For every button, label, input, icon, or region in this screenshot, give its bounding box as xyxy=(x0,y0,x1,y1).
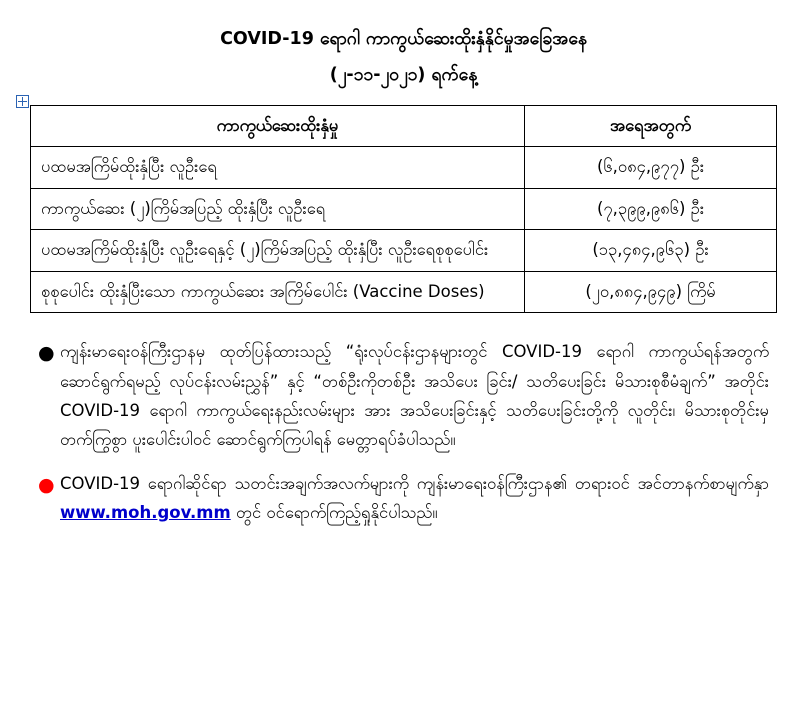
row-label: ကာကွယ်ဆေး (၂)ကြိမ်အပြည့် ထိုးနှံပြီး လူဦးရေ xyxy=(31,188,525,230)
bullet-text-before-link: COVID-19 ရောဂါဆိုင်ရာ သတင်းအချက်အလက်များကို ကျန်းမာရေးဝန်ကြီးဌာန၏ တရားဝင် အင်တာနက်စာမျက်နှာ xyxy=(60,473,769,493)
table-row xyxy=(31,271,777,313)
row-value: (၂၀,၈၈၄,၉၄၉) ကြိမ် xyxy=(525,271,777,313)
row-label: ပထမအကြိမ်ထိုးနှံပြီး လူဦးရေနှင့် (၂)ကြိမ်အပြည့် ထိုးနှံပြီး လူဦးရေစုစုပေါင်း xyxy=(31,230,525,272)
row-value: (၁၃,၄၈၄,၉၆၃) ဦး xyxy=(525,230,777,272)
notes-list xyxy=(30,337,777,527)
table-row xyxy=(31,230,777,272)
bullet-text-after-link: တွင် ဝင်ရောက်ကြည့်ရှုနိုင်ပါသည်။ xyxy=(230,503,438,523)
table-header-row xyxy=(31,105,777,147)
vaccination-table xyxy=(30,105,777,314)
table-move-handle-icon[interactable] xyxy=(16,95,29,108)
list-item xyxy=(30,337,777,454)
table-header-count: အရေအတွက် xyxy=(525,105,777,147)
vaccination-table-wrapper xyxy=(30,105,777,314)
moh-website-link[interactable]: www.moh.gov.mm xyxy=(60,503,231,523)
table-row xyxy=(31,188,777,230)
bullet-text: ကျန်းမာရေးဝန်ကြီးဌာနမှ ထုတ်ပြန်ထားသည့် “ရုံးလုပ်ငန်းဌာနများတွင် COVID-19 ရောဂါ ကာကွယ်ရန်အတွက် ဆောင်ရွက်ရမည့် လုပ်ငန်းလမ်းညွှန်” နှင့် “တစ်ဦးကိုတစ်ဦး အသိပေး ခြင်း/ သတိပေးခြင်း မိသားစုစီမံချက်” အတိုင်း COVID-19 ရောဂါ ကာကွယ်ရေးနည်းလမ်းများ အား အသိပေးခြင်းနှင့် သတိပေးခြင်းတို့ကို လူတိုင်း၊ မိသားစုတိုင်းမှ တက်ကြွစွာ ပူးပေါင်းပါဝင် ဆောင်ရွက်ကြပါရန် မေတ္တာရပ်ခံပါသည်။ xyxy=(60,342,769,450)
bullet-icon: ● xyxy=(38,473,55,496)
row-label: ပထမအကြိမ်ထိုးနှံပြီး လူဦးရေ xyxy=(31,147,525,189)
table-row xyxy=(31,147,777,189)
row-label: စုစုပေါင်း ထိုးနှံပြီးသော ကာကွယ်ဆေး အကြိမ်ပေါင်း (Vaccine Doses) xyxy=(31,271,525,313)
list-item xyxy=(30,469,777,528)
bullet-text xyxy=(60,469,777,528)
bullet-icon: ● xyxy=(38,342,55,365)
row-value: (၆,၀၈၄,၉၇၇) ဦး xyxy=(525,147,777,189)
document-title xyxy=(30,26,777,89)
row-value: (၇,၃၉၉,၉၈၆) ဦး xyxy=(525,188,777,230)
title-line-2: (၂-၁၁-၂၀၂၁) ရက်နေ့ xyxy=(329,65,478,86)
table-header-category: ကာကွယ်ဆေးထိုးနှံမှု xyxy=(31,105,525,147)
title-line-1: COVID-19 ရောဂါ ကာကွယ်ဆေးထိုးနှံနိုင်မှုအခြေအနေ xyxy=(220,29,587,49)
